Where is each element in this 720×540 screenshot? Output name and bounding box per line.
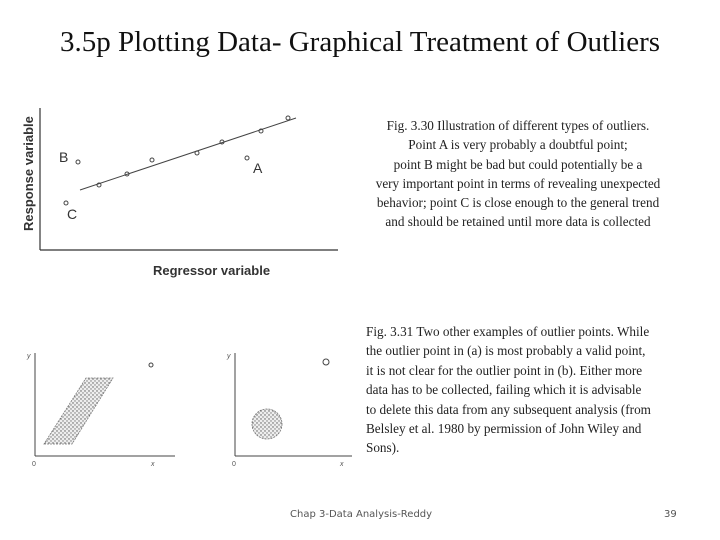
panel-a-outlier-point <box>149 363 153 367</box>
caption-line: Belsley et al. 1980 by permission of John Wiley and <box>366 421 642 437</box>
figure-3-31-plots <box>0 338 360 478</box>
caption-line: Fig. 3.30 Illustration of different types of outliers. <box>386 118 650 133</box>
panel-b-origin-label: 0 <box>232 461 236 468</box>
label-b: B <box>59 149 69 165</box>
caption-line: point B might be bad but could potentially be a <box>393 156 643 172</box>
panel-a-x-label: x <box>151 461 155 468</box>
panel-b-outlier-point <box>323 359 329 365</box>
panel-a-origin-label: 0 <box>32 461 36 468</box>
caption-line: very important point in terms of revealing unexpected <box>375 175 661 191</box>
panel-b-point-cloud <box>252 409 282 439</box>
trend-line <box>80 118 296 190</box>
outlier-point-b <box>76 160 80 164</box>
x-axis-label: Regressor variable <box>153 263 271 278</box>
page-number: 39 <box>664 509 677 520</box>
caption-line: and should be retained until more data is collected <box>385 214 651 230</box>
data-point <box>195 151 199 155</box>
panel-a <box>26 353 175 468</box>
panel-b-y-label: y <box>227 353 231 360</box>
caption-line: Sons). <box>366 440 400 456</box>
slide-title: 3.5p Plotting Data- Graphical Treatment of Outliers <box>59 26 661 58</box>
figure-3-30-plot <box>16 96 346 286</box>
panel-a-y-label: y <box>27 353 31 360</box>
caption-line: behavior; point C is close enough to the general trend <box>376 195 660 211</box>
caption-line: data has to be collected, failing which it is advisable <box>366 382 642 398</box>
data-point <box>286 116 290 120</box>
caption-line: to delete this data from any subsequent analysis (from <box>366 401 651 417</box>
caption-line: Point A is very probably a doubtful point; <box>408 137 628 153</box>
caption-line: the outlier point in (a) is most probably a valid point, <box>366 343 646 359</box>
label-a: A <box>253 160 263 176</box>
caption-line: it is not clear for the outlier point in (b). Either more <box>366 362 643 378</box>
y-axis-label: Response variable <box>21 116 36 231</box>
outlier-point-c <box>64 201 68 205</box>
data-point <box>150 158 154 162</box>
panel-b-x-label: x <box>340 461 344 468</box>
panel-b <box>226 353 352 468</box>
label-c: C <box>67 206 78 222</box>
slide-footer: Chap 3-Data Analysis-Reddy <box>290 509 433 520</box>
figure-3-30-caption <box>338 116 698 232</box>
figure-3-31-caption <box>366 322 714 458</box>
panel-a-point-cloud <box>44 378 113 444</box>
caption-line: Fig. 3.31 Two other examples of outlier points. While <box>366 324 650 339</box>
outlier-point-a <box>245 156 249 160</box>
